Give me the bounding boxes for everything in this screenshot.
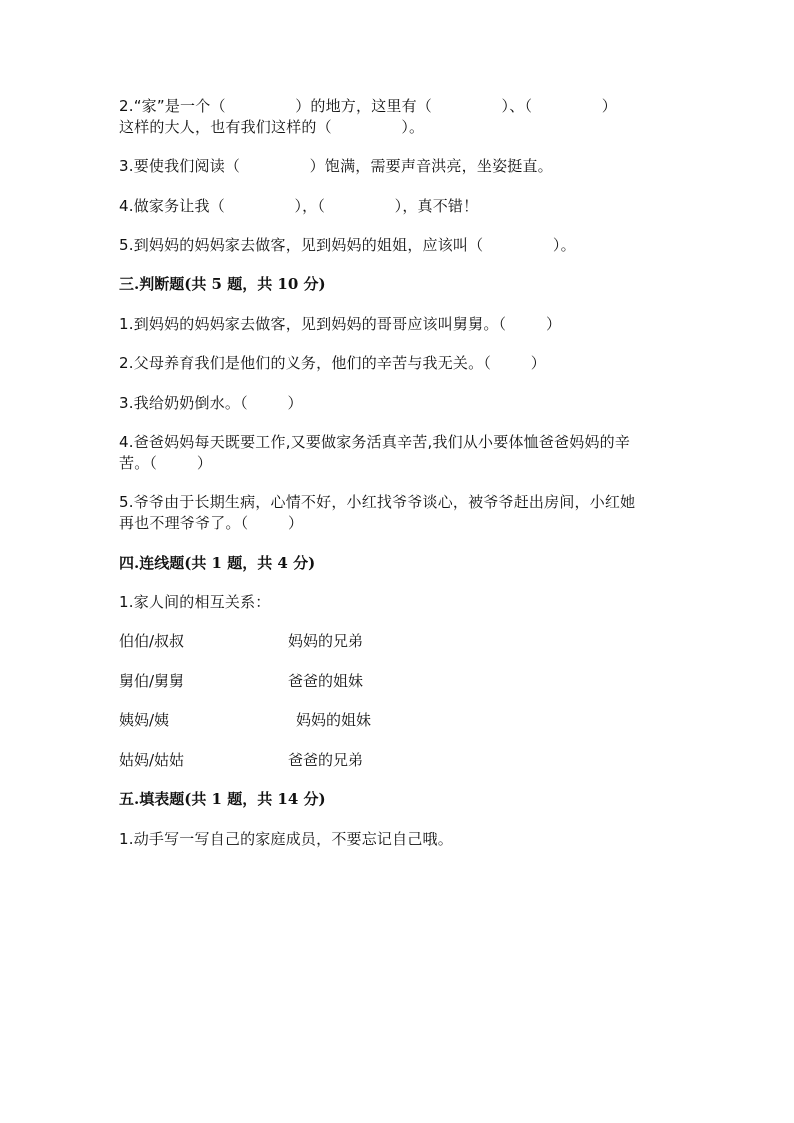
matching-right-item: 妈妈的姐妹 (296, 711, 372, 729)
matching-q1: 1.家人间的相互关系： (119, 593, 271, 611)
fill-blank-q2-line2: 这样的大人，也有我们这样的（ ）。 (119, 118, 425, 136)
judgement-q5-line1: 5.爷爷由于长期生病，心情不好，小红找爷爷谈心，被爷爷赶出房间，小红她 (119, 493, 636, 511)
fill-blank-q3: 3.要使我们阅读（ ）饱满，需要声音洪亮，坐姿挺直。 (119, 157, 553, 175)
section-heading-judgement: 三.判断题(共 5 题，共 10 分) (119, 275, 326, 293)
judgement-q5-line2: 再也不理爷爷了。（ ） (119, 514, 304, 532)
judgement-q1: 1.到妈妈的妈妈家去做客，见到妈妈的哥哥应该叫舅舅。（ ） (119, 315, 562, 333)
judgement-q3: 3.我给奶奶倒水。（ ） (119, 394, 303, 412)
matching-left-item: 姨妈/姨 (119, 711, 170, 729)
matching-right-item: 妈妈的兄弟 (288, 632, 364, 650)
matching-left-item: 伯伯/叔叔 (119, 632, 185, 650)
matching-right-item: 爸爸的姐妹 (288, 672, 364, 690)
matching-left-item: 姑妈/姑姑 (119, 751, 185, 769)
fill-blank-q5: 5.到妈妈的妈妈家去做客，见到妈妈的姐姐，应该叫（ ）。 (119, 236, 576, 254)
fill-blank-q4: 4.做家务让我（ ），（ ），真不错！ (119, 197, 479, 215)
judgement-q4-line2: 苦。（ ） (119, 454, 213, 472)
fill-blank-q2-line1: 2.“家”是一个（ ）的地方，这里有（ ）、（ ） (119, 97, 617, 115)
judgement-q2: 2.父母养育我们是他们的义务，他们的辛苦与我无关。（ ） (119, 354, 546, 372)
table-q1: 1.动手写一写自己的家庭成员，不要忘记自己哦。 (119, 830, 453, 848)
section-heading-table: 五.填表题(共 1 题，共 14 分) (119, 790, 326, 808)
section-heading-matching: 四.连线题(共 1 题，共 4 分) (119, 554, 316, 572)
judgement-q4-line1: 4.爸爸妈妈每天既要工作,又要做家务活真辛苦,我们从小要体恤爸爸妈妈的辛 (119, 433, 631, 451)
matching-right-item: 爸爸的兄弟 (288, 751, 364, 769)
matching-left-item: 舅伯/舅舅 (119, 672, 185, 690)
